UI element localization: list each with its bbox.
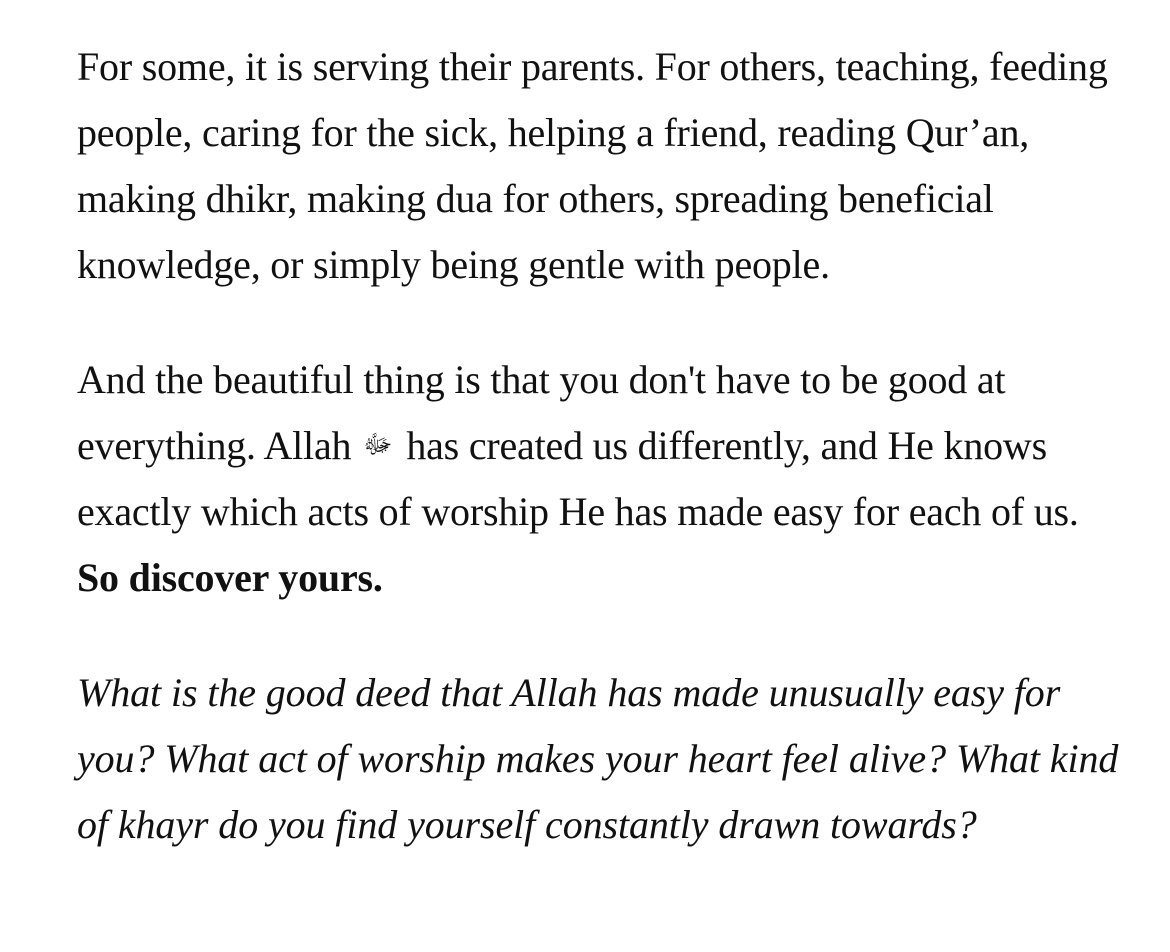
honorific-glyph: ﷻ	[363, 430, 393, 460]
paragraph-text-after-honorific: has created us differently, and He knows exactly which acts of worship He has made easy for each of us.	[77, 423, 1079, 534]
emphasis-discover-yours: So discover yours.	[77, 555, 383, 600]
paragraph-text-before-honorific: And the beautiful thing is that you don't have to be good at everything. Allah	[77, 357, 1006, 468]
reflection-questions: What is the good deed that Allah has made unusually easy for you? What act of worship makes your heart feel alive? What kind of khayr do you find yourself constantly drawn towards?	[77, 670, 1119, 847]
paragraph-different-strengths	[77, 347, 1120, 611]
paragraph-serving-others: For some, it is serving their parents. For others, teaching, feeding people, caring for the sick, helping a friend, reading Qur’an, making dhikr, making dua for others, spreading beneficial knowledge, or simply being gentle with people.	[77, 44, 1108, 287]
